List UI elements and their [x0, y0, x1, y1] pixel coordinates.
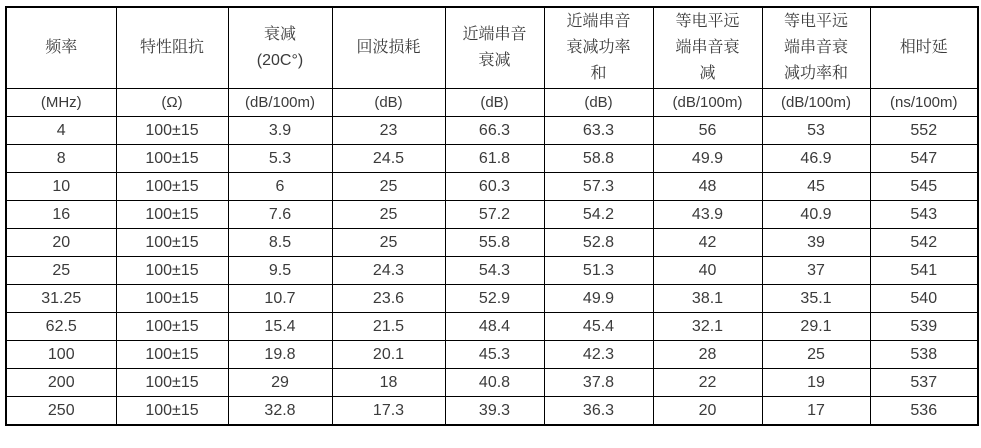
table-cell: 57.3	[544, 173, 653, 201]
column-header-line: (20C°)	[256, 52, 304, 69]
table-cell: 547	[870, 145, 978, 173]
column-header-line: 减功率和	[783, 65, 848, 82]
table-row	[6, 117, 978, 145]
table-cell: 100±15	[116, 117, 228, 145]
table-cell: 39.3	[445, 397, 544, 426]
column-header-8	[870, 7, 978, 89]
column-header-line: 回波损耗	[356, 39, 421, 56]
table-cell: 54.3	[445, 257, 544, 285]
table-cell: 43.9	[653, 201, 762, 229]
column-unit-8: (ns/100m)	[870, 89, 978, 117]
table-cell: 37.8	[544, 369, 653, 397]
column-header-line: 衰减	[263, 26, 296, 43]
table-cell: 24.5	[332, 145, 445, 173]
table-cell: 538	[870, 341, 978, 369]
table-cell: 100±15	[116, 313, 228, 341]
table-cell: 17	[762, 397, 870, 426]
table-cell: 10	[6, 173, 116, 201]
table-cell: 20	[653, 397, 762, 426]
table-row	[6, 313, 978, 341]
table-cell: 21.5	[332, 313, 445, 341]
column-header-4	[445, 7, 544, 89]
column-header-3	[332, 7, 445, 89]
table-cell: 29	[228, 369, 332, 397]
table-cell: 24.3	[332, 257, 445, 285]
table-body	[6, 117, 978, 426]
table-cell: 4	[6, 117, 116, 145]
table-cell: 536	[870, 397, 978, 426]
column-header-6	[653, 7, 762, 89]
table-cell: 25	[762, 341, 870, 369]
table-row	[6, 397, 978, 426]
table-cell: 25	[6, 257, 116, 285]
table-cell: 100±15	[116, 145, 228, 173]
header-name-row	[6, 7, 978, 89]
table-cell: 5.3	[228, 145, 332, 173]
table-cell: 100±15	[116, 397, 228, 426]
table-cell: 7.6	[228, 201, 332, 229]
table-cell: 100±15	[116, 173, 228, 201]
table-cell: 19.8	[228, 341, 332, 369]
table-cell: 45.4	[544, 313, 653, 341]
table-cell: 35.1	[762, 285, 870, 313]
column-header-7	[762, 7, 870, 89]
column-header-line: 近端串音	[462, 26, 527, 43]
table-cell: 20.1	[332, 341, 445, 369]
table-cell: 9.5	[228, 257, 332, 285]
table-cell: 57.2	[445, 201, 544, 229]
table-cell: 22	[653, 369, 762, 397]
column-header-line: 等电平远	[783, 13, 848, 30]
table-cell: 31.25	[6, 285, 116, 313]
column-header-line: 和	[590, 65, 607, 82]
table-cell: 40	[653, 257, 762, 285]
table-cell: 66.3	[445, 117, 544, 145]
table-cell: 45	[762, 173, 870, 201]
table-cell: 200	[6, 369, 116, 397]
column-header-line: 端串音衰	[675, 39, 740, 56]
column-header-5	[544, 7, 653, 89]
table-cell: 49.9	[653, 145, 762, 173]
table-cell: 62.5	[6, 313, 116, 341]
column-header-line: 近端串音	[566, 13, 631, 30]
cable-spec-table	[5, 6, 979, 426]
table-cell: 542	[870, 229, 978, 257]
table-cell: 8	[6, 145, 116, 173]
column-unit-7: (dB/100m)	[762, 89, 870, 117]
table-cell: 49.9	[544, 285, 653, 313]
table-header	[6, 7, 978, 117]
table-cell: 40.8	[445, 369, 544, 397]
table-cell: 19	[762, 369, 870, 397]
table-cell: 32.8	[228, 397, 332, 426]
table-cell: 100±15	[116, 229, 228, 257]
table-cell: 100±15	[116, 341, 228, 369]
table-cell: 100±15	[116, 369, 228, 397]
header-unit-row	[6, 89, 978, 117]
table-cell: 18	[332, 369, 445, 397]
table-cell: 29.1	[762, 313, 870, 341]
table-cell: 61.8	[445, 145, 544, 173]
column-header-line: 相时延	[899, 39, 948, 56]
table-cell: 25	[332, 173, 445, 201]
table-cell: 250	[6, 397, 116, 426]
column-header-line: 等电平远	[675, 13, 740, 30]
column-header-1	[116, 7, 228, 89]
column-unit-2: (dB/100m)	[228, 89, 332, 117]
column-unit-4: (dB)	[445, 89, 544, 117]
table-cell: 38.1	[653, 285, 762, 313]
table-cell: 52.9	[445, 285, 544, 313]
column-header-line: 减	[699, 65, 716, 82]
table-cell: 552	[870, 117, 978, 145]
column-unit-6: (dB/100m)	[653, 89, 762, 117]
table-cell: 58.8	[544, 145, 653, 173]
table-cell: 45.3	[445, 341, 544, 369]
column-header-2	[228, 7, 332, 89]
table-cell: 28	[653, 341, 762, 369]
table-row	[6, 285, 978, 313]
table-cell: 25	[332, 201, 445, 229]
table-cell: 39	[762, 229, 870, 257]
table-cell: 36.3	[544, 397, 653, 426]
table-cell: 100±15	[116, 285, 228, 313]
column-header-line: 衰减	[478, 52, 511, 69]
table-cell: 32.1	[653, 313, 762, 341]
table-cell: 17.3	[332, 397, 445, 426]
table-cell: 48.4	[445, 313, 544, 341]
table-cell: 8.5	[228, 229, 332, 257]
table-cell: 46.9	[762, 145, 870, 173]
table-cell: 55.8	[445, 229, 544, 257]
table-cell: 51.3	[544, 257, 653, 285]
table-row	[6, 145, 978, 173]
table-cell: 540	[870, 285, 978, 313]
table-cell: 53	[762, 117, 870, 145]
column-unit-1: (Ω)	[116, 89, 228, 117]
table-cell: 10.7	[228, 285, 332, 313]
table-cell: 54.2	[544, 201, 653, 229]
table-cell: 25	[332, 229, 445, 257]
table-cell: 545	[870, 173, 978, 201]
table-row	[6, 173, 978, 201]
table-cell: 42.3	[544, 341, 653, 369]
table-row	[6, 201, 978, 229]
table-cell: 100±15	[116, 257, 228, 285]
table-row	[6, 257, 978, 285]
column-header-line: 端串音衰	[783, 39, 848, 56]
table-cell: 16	[6, 201, 116, 229]
table-row	[6, 229, 978, 257]
column-unit-5: (dB)	[544, 89, 653, 117]
table-cell: 100±15	[116, 201, 228, 229]
column-unit-3: (dB)	[332, 89, 445, 117]
table-cell: 37	[762, 257, 870, 285]
table-cell: 541	[870, 257, 978, 285]
table-cell: 539	[870, 313, 978, 341]
column-header-0	[6, 7, 116, 89]
table-cell: 42	[653, 229, 762, 257]
table-cell: 40.9	[762, 201, 870, 229]
table-cell: 56	[653, 117, 762, 145]
table-cell: 63.3	[544, 117, 653, 145]
table-cell: 23	[332, 117, 445, 145]
table-cell: 20	[6, 229, 116, 257]
column-unit-0: (MHz)	[6, 89, 116, 117]
table-cell: 52.8	[544, 229, 653, 257]
column-header-line: 频率	[45, 39, 78, 56]
table-cell: 100	[6, 341, 116, 369]
column-header-line: 衰减功率	[566, 39, 631, 56]
table-cell: 23.6	[332, 285, 445, 313]
table-cell: 543	[870, 201, 978, 229]
table-cell: 537	[870, 369, 978, 397]
table-cell: 15.4	[228, 313, 332, 341]
table-cell: 3.9	[228, 117, 332, 145]
table-row	[6, 341, 978, 369]
column-header-line: 特性阻抗	[139, 39, 204, 56]
table-cell: 48	[653, 173, 762, 201]
table-cell: 60.3	[445, 173, 544, 201]
table-row	[6, 369, 978, 397]
table-cell: 6	[228, 173, 332, 201]
